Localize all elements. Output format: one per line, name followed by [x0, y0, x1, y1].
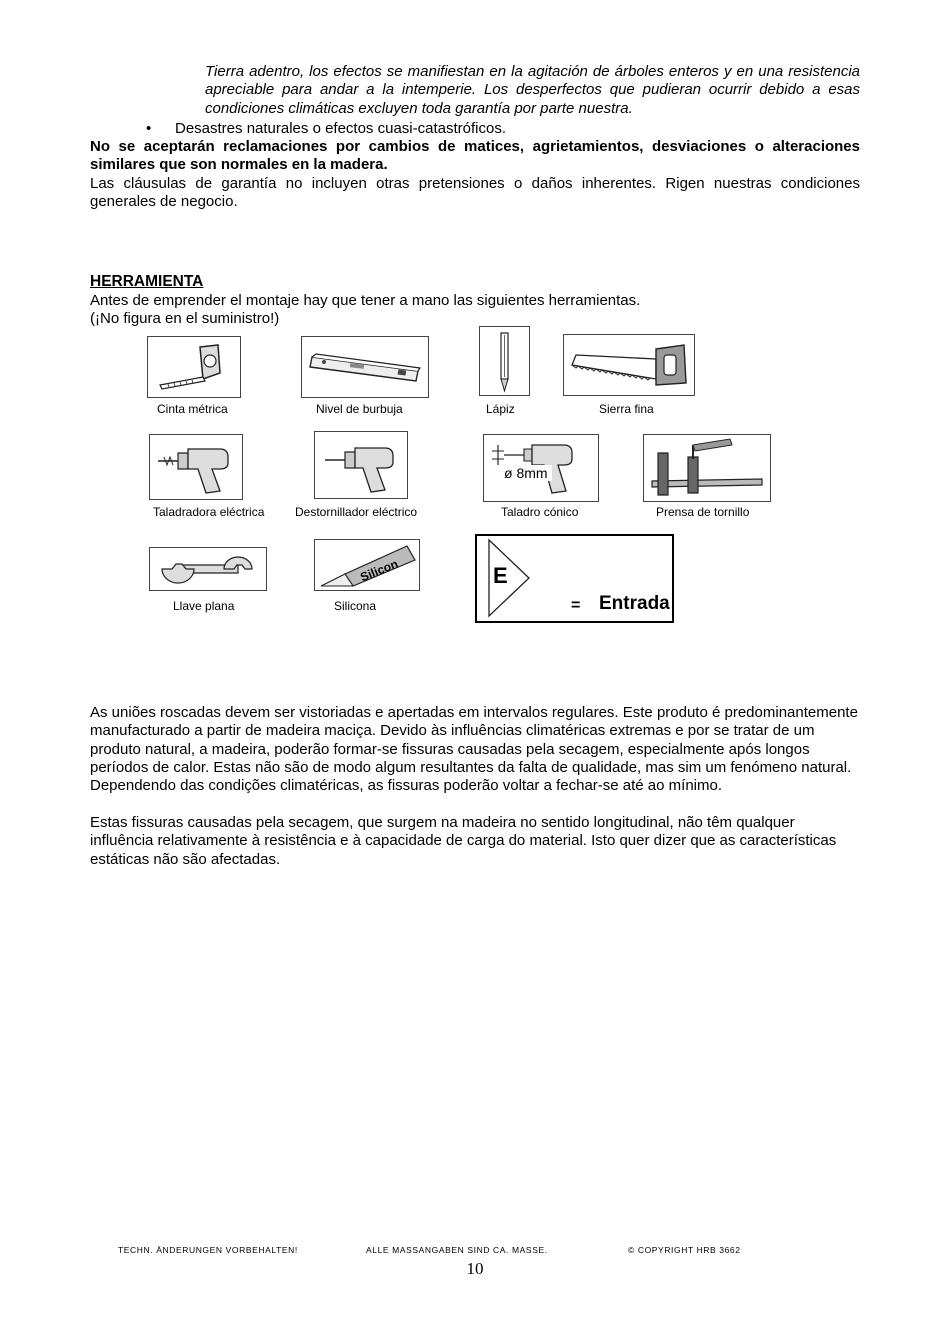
tape-measure-icon	[147, 336, 241, 398]
footer-left: TECHN. ÄNDERUNGEN VORBEHALTEN!	[118, 1245, 298, 1255]
tools-heading: HERRAMIENTA	[90, 273, 204, 290]
tool-label-pencil: Lápiz	[486, 402, 515, 416]
spirit-level-icon	[301, 336, 429, 398]
portuguese-paragraph-2: Estas fissuras causadas pela secagem, que surgem na madeira no sentido longitudinal, não têm qualquer influência relativamente à resistência e à capacidade de carga do material. Isto quer dizer que as características estáticas não são afectadas.	[90, 814, 837, 868]
footer-middle: ALLE MASSANGABEN SIND CA. MASSE.	[366, 1245, 548, 1255]
bullet-mark: •	[146, 120, 152, 137]
entry-meaning: Entrada	[599, 593, 670, 614]
tool-label-silicone: Silicona	[334, 599, 377, 613]
pencil-icon	[479, 326, 530, 396]
electric-drill-icon	[149, 434, 243, 500]
tool-label-saw: Sierra fina	[599, 402, 654, 416]
bullet-text: Desastres naturales o efectos cuasi-catastróficos.	[175, 120, 506, 137]
terms-paragraph: Las cláusulas de garantía no incluyen otras pretensiones o daños inherentes. Rigen nuestras condiciones generales de negocio.	[90, 175, 860, 211]
tool-label-wrench: Llave plana	[173, 599, 235, 613]
tool-label-electric-screwdriver: Destornillador eléctrico	[295, 505, 418, 519]
saw-icon	[563, 334, 695, 396]
tool-label-screw-clamp: Prensa de tornillo	[656, 505, 750, 519]
tools-intro-line2: (¡No figura en el suministro!)	[90, 310, 280, 327]
tool-label-electric-drill: Taladradora eléctrica	[153, 505, 265, 519]
entry-equals: =	[571, 597, 581, 614]
countersink-drill-icon	[483, 434, 599, 502]
electric-screwdriver-icon	[314, 431, 408, 499]
silicone-tube-text: Silicon	[358, 556, 401, 585]
page-number: 10	[466, 1259, 484, 1278]
footer-right: © COPYRIGHT HRB 3662	[628, 1245, 741, 1255]
open-end-wrench-icon	[149, 547, 267, 591]
tools-intro-line1: Antes de emprender el montaje hay que tener a mano las siguientes herramientas.	[90, 292, 641, 309]
tool-label-countersink-drill: Taladro cónico	[501, 505, 579, 519]
screw-clamp-icon	[643, 434, 771, 502]
entry-legend	[475, 534, 674, 623]
warning-paragraph: No se aceptarán reclamaciones por cambios de matices, agrietamientos, desviaciones o alteraciones similares que son normales en la madera.	[90, 138, 860, 174]
italic-paragraph: Tierra adentro, los efectos se manifiestan en la agitación de árboles enteros y en una resistencia apreciable para andar a la intemperie. Los desperfectos que pudieran ocurrir debido a esas condiciones climáticas excluyen toda garantía por parte nuestra.	[205, 63, 860, 117]
drill-size-label: ø 8mm	[504, 465, 548, 481]
silicone-tube-icon	[314, 539, 420, 591]
tool-label-tape-measure: Cinta métrica	[157, 402, 228, 416]
tool-label-spirit-level: Nivel de burbuja	[316, 402, 403, 416]
portuguese-paragraph-1: As uniões roscadas devem ser vistoriadas e apertadas em intervalos regulares. Este produto é predominantemente manufacturado a partir de madeira maciça. Devido às influências climatéricas extremas e por se tratar de um produto natural, a madeira, poderão formar-se fissuras causadas pela secagem, especialmente após longos períodos de calor. Estas não são de modo algum resultantes da falta de qualidade, mas sim um fenómeno natural. Dependendo das condições climatéricas, as fissuras poderão voltar a fechar-se até ao mínimo.	[90, 704, 858, 795]
entry-letter: E	[493, 563, 508, 588]
